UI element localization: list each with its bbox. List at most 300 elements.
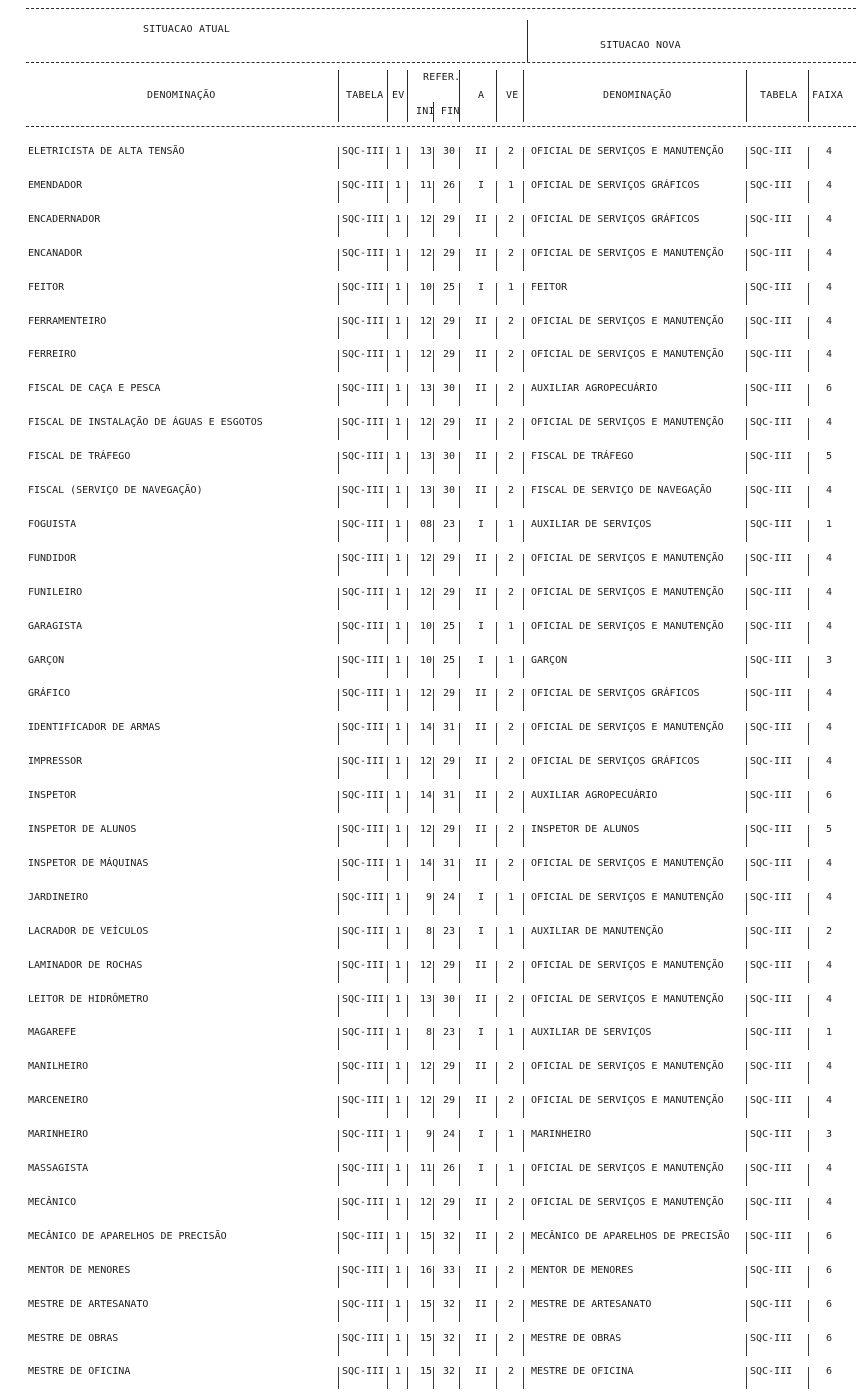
column-separator bbox=[387, 418, 388, 440]
column-separator bbox=[746, 554, 747, 576]
ref-fin-cell: 29 bbox=[442, 688, 455, 700]
ve-cell: 1 bbox=[507, 518, 515, 530]
column-separator bbox=[523, 418, 524, 440]
ref-fin-cell: 32 bbox=[442, 1332, 455, 1344]
ev-cell: 1 bbox=[394, 654, 402, 666]
situacao-atual-heading: SITUACAO ATUAL bbox=[143, 24, 231, 35]
column-separator bbox=[459, 384, 460, 406]
a-cell: I bbox=[477, 891, 485, 903]
tabela-cell: SQC-III bbox=[342, 1332, 385, 1344]
tabela-cell: SQC-III bbox=[342, 451, 385, 463]
column-separator bbox=[338, 656, 339, 678]
ref-ini-cell: 12 bbox=[419, 824, 432, 835]
ref-fin-cell: 29 bbox=[442, 1095, 455, 1107]
column-separator bbox=[338, 689, 339, 711]
column-separator bbox=[387, 757, 388, 779]
ev-cell: 1 bbox=[394, 1163, 402, 1174]
column-separator bbox=[387, 927, 388, 949]
column-separator bbox=[387, 893, 388, 915]
table-row bbox=[0, 485, 860, 519]
nova-tabela-cell: SQC-III bbox=[750, 993, 793, 1005]
ve-cell: 2 bbox=[507, 146, 515, 157]
column-separator bbox=[523, 927, 524, 949]
ev-cell: 1 bbox=[394, 349, 402, 361]
column-ev: EV bbox=[392, 90, 405, 101]
ev-cell: 1 bbox=[394, 146, 402, 157]
column-separator bbox=[496, 1232, 497, 1254]
faixa-cell: 1 bbox=[825, 1027, 833, 1039]
ev-cell: 1 bbox=[394, 485, 402, 496]
nova-denominacao-cell: MENTOR DE MENORES bbox=[531, 1264, 634, 1276]
ref-fin-cell: 23 bbox=[442, 1027, 455, 1039]
ve-cell: 2 bbox=[507, 824, 515, 835]
column-separator bbox=[338, 350, 339, 372]
column-separator bbox=[746, 757, 747, 779]
ref-fin-cell: 29 bbox=[442, 349, 455, 361]
column-separator bbox=[746, 1334, 747, 1356]
header-separator bbox=[338, 70, 339, 122]
tabela-cell: SQC-III bbox=[342, 722, 385, 734]
ref-ini-cell: 12 bbox=[419, 1061, 432, 1073]
nova-denominacao-cell: OFICIAL DE SERVIÇOS GRÁFICOS bbox=[531, 688, 700, 700]
ve-cell: 2 bbox=[507, 1196, 515, 1208]
ref-ini-cell: 12 bbox=[419, 213, 432, 225]
column-separator bbox=[808, 554, 809, 576]
column-separator bbox=[387, 859, 388, 881]
faixa-cell: 6 bbox=[825, 1264, 833, 1276]
ve-cell: 2 bbox=[507, 417, 515, 429]
ref-ini-cell: 12 bbox=[419, 959, 432, 971]
column-separator bbox=[808, 893, 809, 915]
nova-denominacao-cell: OFICIAL DE SERVIÇOS E MANUTENÇÃO bbox=[531, 891, 724, 903]
column-separator bbox=[496, 147, 497, 169]
ev-cell: 1 bbox=[394, 179, 402, 191]
denominacao-cell: LEITOR DE HIDRÔMETRO bbox=[28, 993, 149, 1005]
ref-fin-cell: 33 bbox=[442, 1264, 455, 1276]
column-separator bbox=[459, 1062, 460, 1084]
ref-ini-cell: 11 bbox=[419, 1163, 432, 1174]
table-row bbox=[0, 214, 860, 248]
column-separator bbox=[387, 1198, 388, 1220]
column-separator bbox=[808, 723, 809, 745]
ve-cell: 2 bbox=[507, 1230, 515, 1242]
nova-denominacao-cell: OFICIAL DE SERVIÇOS GRÁFICOS bbox=[531, 213, 700, 225]
ref-fin-cell: 29 bbox=[442, 213, 455, 225]
column-separator bbox=[459, 1232, 460, 1254]
column-separator bbox=[459, 927, 460, 949]
nova-tabela-cell: SQC-III bbox=[750, 1332, 793, 1344]
faixa-cell: 4 bbox=[825, 349, 833, 361]
column-separator bbox=[387, 791, 388, 813]
nova-tabela-cell: SQC-III bbox=[750, 1264, 793, 1276]
ref-ini-cell: 12 bbox=[419, 586, 432, 598]
column-separator bbox=[407, 1266, 408, 1288]
column-separator bbox=[338, 1096, 339, 1118]
ev-cell: 1 bbox=[394, 1196, 402, 1208]
column-separator bbox=[746, 181, 747, 203]
table-row bbox=[0, 553, 860, 587]
table-row bbox=[0, 1061, 860, 1095]
ref-fin-cell: 30 bbox=[442, 451, 455, 463]
faixa-cell: 2 bbox=[825, 925, 833, 937]
ev-cell: 1 bbox=[394, 620, 402, 632]
column-separator bbox=[496, 1096, 497, 1118]
column-separator bbox=[433, 995, 434, 1017]
a-cell: II bbox=[474, 383, 488, 395]
column-separator bbox=[338, 1198, 339, 1220]
ref-fin-cell: 29 bbox=[442, 247, 455, 259]
column-separator bbox=[808, 1334, 809, 1356]
column-separator bbox=[338, 181, 339, 203]
nova-tabela-cell: SQC-III bbox=[750, 281, 793, 293]
faixa-cell: 4 bbox=[825, 891, 833, 903]
column-separator bbox=[338, 384, 339, 406]
column-separator bbox=[407, 656, 408, 678]
column-separator bbox=[523, 147, 524, 169]
column-separator bbox=[808, 757, 809, 779]
column-separator bbox=[746, 656, 747, 678]
ref-ini-cell: 12 bbox=[419, 315, 432, 327]
column-refer: REFER. bbox=[423, 72, 461, 83]
a-cell: II bbox=[474, 857, 488, 869]
column-separator bbox=[808, 317, 809, 339]
tabela-cell: SQC-III bbox=[342, 1264, 385, 1276]
column-separator bbox=[338, 1130, 339, 1152]
column-separator bbox=[523, 1164, 524, 1186]
header-separator bbox=[523, 70, 524, 122]
column-separator bbox=[808, 1028, 809, 1050]
a-cell: II bbox=[474, 1230, 488, 1242]
column-separator bbox=[459, 723, 460, 745]
column-separator bbox=[338, 1367, 339, 1389]
a-cell: I bbox=[477, 620, 485, 632]
ev-cell: 1 bbox=[394, 688, 402, 700]
column-separator bbox=[407, 283, 408, 305]
ve-cell: 2 bbox=[507, 790, 515, 802]
column-separator bbox=[523, 520, 524, 542]
denominacao-cell: FUNDIDOR bbox=[28, 552, 77, 564]
tabela-cell: SQC-III bbox=[342, 925, 385, 937]
ve-cell: 2 bbox=[507, 451, 515, 463]
faixa-cell: 4 bbox=[825, 213, 833, 225]
column-separator bbox=[496, 317, 497, 339]
nova-denominacao-cell: OFICIAL DE SERVIÇOS E MANUTENÇÃO bbox=[531, 315, 724, 327]
ref-ini-cell: 10 bbox=[419, 654, 432, 666]
a-cell: II bbox=[474, 586, 488, 598]
nova-denominacao-cell: MECÂNICO DE APARELHOS DE PRECISÃO bbox=[531, 1230, 730, 1242]
column-separator bbox=[523, 1232, 524, 1254]
nova-denominacao-cell: FEITOR bbox=[531, 281, 568, 293]
a-cell: II bbox=[474, 247, 488, 259]
column-separator bbox=[496, 1334, 497, 1356]
column-separator bbox=[459, 317, 460, 339]
column-separator bbox=[496, 1266, 497, 1288]
nova-tabela-cell: SQC-III bbox=[750, 857, 793, 869]
ref-fin-cell: 29 bbox=[442, 959, 455, 971]
column-separator bbox=[523, 1266, 524, 1288]
column-separator bbox=[808, 791, 809, 813]
column-separator bbox=[387, 554, 388, 576]
ref-ini-cell: 13 bbox=[419, 485, 432, 496]
nova-denominacao-cell: OFICIAL DE SERVIÇOS E MANUTENÇÃO bbox=[531, 417, 724, 429]
a-cell: I bbox=[477, 518, 485, 530]
column-separator bbox=[433, 893, 434, 915]
column-separator bbox=[338, 588, 339, 610]
nova-tabela-cell: SQC-III bbox=[750, 824, 793, 835]
ve-cell: 1 bbox=[507, 179, 515, 191]
nova-tabela-cell: SQC-III bbox=[750, 485, 793, 496]
column-separator bbox=[496, 622, 497, 644]
ref-ini-cell: 12 bbox=[419, 417, 432, 429]
column-separator bbox=[496, 927, 497, 949]
table-row bbox=[0, 858, 860, 892]
ref-fin-cell: 29 bbox=[442, 315, 455, 327]
column-separator bbox=[433, 588, 434, 610]
tabela-cell: SQC-III bbox=[342, 620, 385, 632]
ev-cell: 1 bbox=[394, 451, 402, 463]
column-separator bbox=[338, 283, 339, 305]
column-separator bbox=[459, 689, 460, 711]
ve-cell: 2 bbox=[507, 586, 515, 598]
ref-fin-cell: 32 bbox=[442, 1230, 455, 1242]
a-cell: II bbox=[474, 485, 488, 496]
column-separator bbox=[433, 147, 434, 169]
column-separator bbox=[808, 689, 809, 711]
column-separator bbox=[433, 486, 434, 508]
tabela-cell: SQC-III bbox=[342, 349, 385, 361]
ev-cell: 1 bbox=[394, 1264, 402, 1276]
faixa-cell: 4 bbox=[825, 417, 833, 429]
column-separator bbox=[523, 283, 524, 305]
ve-cell: 1 bbox=[507, 1129, 515, 1141]
column-separator bbox=[523, 723, 524, 745]
column-separator bbox=[433, 689, 434, 711]
column-separator bbox=[459, 656, 460, 678]
table-row bbox=[0, 316, 860, 350]
column-nova-tabela: TABELA bbox=[760, 90, 798, 101]
column-separator bbox=[746, 995, 747, 1017]
ref-ini-cell: 14 bbox=[419, 722, 432, 734]
column-separator bbox=[459, 757, 460, 779]
table-row bbox=[0, 282, 860, 316]
ve-cell: 2 bbox=[507, 959, 515, 971]
nova-tabela-cell: SQC-III bbox=[750, 586, 793, 598]
ev-cell: 1 bbox=[394, 586, 402, 598]
ve-cell: 1 bbox=[507, 281, 515, 293]
header-separator bbox=[387, 70, 388, 122]
header-separator bbox=[496, 70, 497, 122]
nova-tabela-cell: SQC-III bbox=[750, 1095, 793, 1107]
header-separator bbox=[433, 102, 434, 122]
column-separator bbox=[746, 927, 747, 949]
ref-fin-cell: 32 bbox=[442, 1298, 455, 1310]
table-row bbox=[0, 349, 860, 383]
tabela-cell: SQC-III bbox=[342, 891, 385, 903]
denominacao-cell: LAMINADOR DE ROCHAS bbox=[28, 959, 143, 971]
nova-tabela-cell: SQC-III bbox=[750, 179, 793, 191]
ref-ini-cell: 12 bbox=[419, 1095, 432, 1107]
denominacao-cell: GARÇON bbox=[28, 654, 65, 666]
column-separator bbox=[496, 486, 497, 508]
faixa-cell: 6 bbox=[825, 1230, 833, 1242]
a-cell: II bbox=[474, 1196, 488, 1208]
denominacao-cell: EMENDADOR bbox=[28, 179, 83, 191]
column-separator bbox=[459, 350, 460, 372]
faixa-cell: 6 bbox=[825, 1366, 833, 1378]
nova-tabela-cell: SQC-III bbox=[750, 315, 793, 327]
tabela-cell: SQC-III bbox=[342, 1230, 385, 1242]
table-row bbox=[0, 1265, 860, 1299]
nova-denominacao-cell: AUXILIAR DE MANUTENÇÃO bbox=[531, 925, 664, 937]
faixa-cell: 4 bbox=[825, 620, 833, 632]
a-cell: II bbox=[474, 315, 488, 327]
column-separator bbox=[459, 791, 460, 813]
header-separator bbox=[746, 70, 747, 122]
a-cell: II bbox=[474, 349, 488, 361]
column-separator bbox=[496, 1300, 497, 1322]
column-separator bbox=[407, 689, 408, 711]
ve-cell: 2 bbox=[507, 552, 515, 564]
column-separator bbox=[808, 452, 809, 474]
ref-fin-cell: 23 bbox=[442, 925, 455, 937]
faixa-cell: 1 bbox=[825, 518, 833, 530]
column-separator bbox=[407, 1300, 408, 1322]
header-separator bbox=[808, 70, 809, 122]
column-separator bbox=[387, 995, 388, 1017]
column-separator bbox=[496, 283, 497, 305]
column-separator bbox=[407, 622, 408, 644]
denominacao-cell: GRÁFICO bbox=[28, 688, 71, 700]
column-separator bbox=[433, 249, 434, 271]
faixa-cell: 4 bbox=[825, 959, 833, 971]
ref-fin-cell: 24 bbox=[442, 891, 455, 903]
tabela-cell: SQC-III bbox=[342, 213, 385, 225]
column-separator bbox=[746, 1096, 747, 1118]
column-separator bbox=[808, 859, 809, 881]
column-separator bbox=[338, 317, 339, 339]
ev-cell: 1 bbox=[394, 1027, 402, 1039]
a-cell: II bbox=[474, 146, 488, 157]
column-separator bbox=[808, 825, 809, 847]
column-separator bbox=[459, 283, 460, 305]
column-separator bbox=[387, 1096, 388, 1118]
column-separator bbox=[433, 317, 434, 339]
ref-ini-cell: 13 bbox=[419, 383, 432, 395]
ref-ini-cell: 13 bbox=[419, 993, 432, 1005]
column-separator bbox=[459, 418, 460, 440]
ve-cell: 1 bbox=[507, 891, 515, 903]
column-separator bbox=[746, 1028, 747, 1050]
ve-cell: 2 bbox=[507, 688, 515, 700]
faixa-cell: 4 bbox=[825, 993, 833, 1005]
faixa-cell: 6 bbox=[825, 383, 833, 395]
column-separator bbox=[338, 452, 339, 474]
ev-cell: 1 bbox=[394, 1366, 402, 1378]
column-separator bbox=[433, 791, 434, 813]
column-separator bbox=[433, 622, 434, 644]
column-separator bbox=[746, 1164, 747, 1186]
tabela-cell: SQC-III bbox=[342, 688, 385, 700]
column-separator bbox=[407, 554, 408, 576]
denominacao-cell: IMPRESSOR bbox=[28, 756, 83, 768]
column-faixa: FAIXA bbox=[812, 90, 844, 101]
column-separator bbox=[387, 249, 388, 271]
ref-ini-cell: 13 bbox=[419, 146, 432, 157]
column-separator bbox=[387, 1130, 388, 1152]
column-separator bbox=[433, 757, 434, 779]
nova-denominacao-cell: OFICIAL DE SERVIÇOS E MANUTENÇÃO bbox=[531, 620, 724, 632]
column-separator bbox=[338, 825, 339, 847]
nova-denominacao-cell: OFICIAL DE SERVIÇOS E MANUTENÇÃO bbox=[531, 349, 724, 361]
table-row bbox=[0, 1197, 860, 1231]
ref-ini-cell: 10 bbox=[419, 281, 432, 293]
column-separator bbox=[338, 961, 339, 983]
column-separator bbox=[746, 215, 747, 237]
denominacao-cell: FERRAMENTEIRO bbox=[28, 315, 107, 327]
column-separator bbox=[523, 1028, 524, 1050]
table-row bbox=[0, 451, 860, 485]
denominacao-cell: MARCENEIRO bbox=[28, 1095, 89, 1107]
column-separator bbox=[338, 859, 339, 881]
column-separator bbox=[407, 317, 408, 339]
table-row bbox=[0, 1129, 860, 1163]
faixa-cell: 4 bbox=[825, 146, 833, 157]
column-separator bbox=[459, 1130, 460, 1152]
column-separator bbox=[523, 1130, 524, 1152]
column-separator bbox=[808, 656, 809, 678]
column-separator bbox=[746, 1130, 747, 1152]
a-cell: II bbox=[474, 1061, 488, 1073]
tabela-cell: SQC-III bbox=[342, 756, 385, 768]
column-separator bbox=[459, 859, 460, 881]
column-separator bbox=[387, 283, 388, 305]
column-separator bbox=[433, 520, 434, 542]
column-separator bbox=[433, 656, 434, 678]
ve-cell: 1 bbox=[507, 654, 515, 666]
denominacao-cell: INSPETOR bbox=[28, 790, 77, 802]
nova-tabela-cell: SQC-III bbox=[750, 518, 793, 530]
column-separator bbox=[338, 1334, 339, 1356]
table-row bbox=[0, 180, 860, 214]
faixa-cell: 6 bbox=[825, 790, 833, 802]
column-separator bbox=[387, 622, 388, 644]
a-cell: I bbox=[477, 1163, 485, 1174]
ve-cell: 1 bbox=[507, 620, 515, 632]
column-separator bbox=[808, 249, 809, 271]
a-cell: I bbox=[477, 654, 485, 666]
denominacao-cell: MAGAREFE bbox=[28, 1027, 77, 1039]
column-separator bbox=[746, 384, 747, 406]
column-separator bbox=[496, 1062, 497, 1084]
ve-cell: 1 bbox=[507, 925, 515, 937]
column-nova-denominacao: DENOMINAÇÃO bbox=[603, 90, 672, 101]
ev-cell: 1 bbox=[394, 552, 402, 564]
column-separator bbox=[338, 1164, 339, 1186]
column-separator bbox=[496, 215, 497, 237]
column-separator bbox=[338, 215, 339, 237]
nova-tabela-cell: SQC-III bbox=[750, 722, 793, 734]
column-separator bbox=[496, 588, 497, 610]
column-separator bbox=[338, 1062, 339, 1084]
a-cell: II bbox=[474, 993, 488, 1005]
ref-fin-cell: 30 bbox=[442, 485, 455, 496]
ev-cell: 1 bbox=[394, 959, 402, 971]
nova-denominacao-cell: OFICIAL DE SERVIÇOS E MANUTENÇÃO bbox=[531, 1163, 724, 1174]
nova-tabela-cell: SQC-III bbox=[750, 620, 793, 632]
table-row bbox=[0, 960, 860, 994]
column-separator bbox=[496, 723, 497, 745]
column-separator bbox=[338, 418, 339, 440]
